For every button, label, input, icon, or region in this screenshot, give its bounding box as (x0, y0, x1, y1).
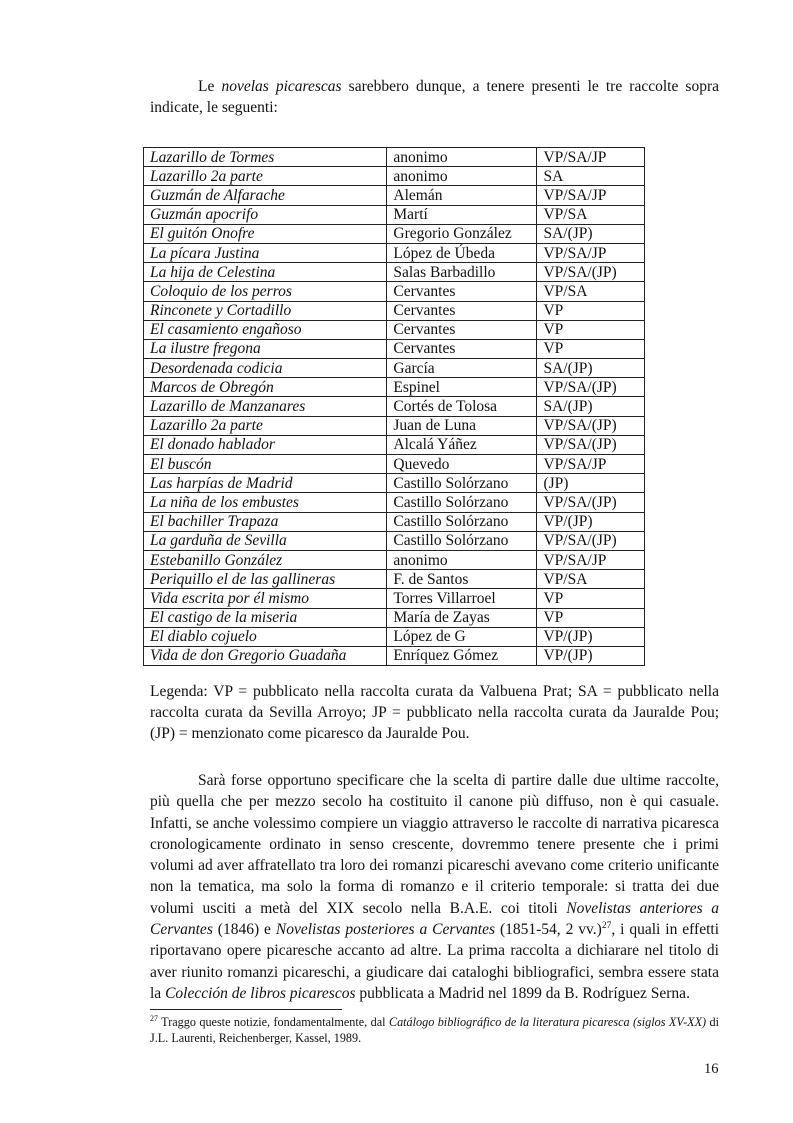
collections-cell: VP (537, 301, 645, 320)
novel-title-cell: El guitón Onofre (144, 224, 387, 243)
table-row (144, 320, 645, 339)
table-legend: Legenda: VP = pubblicato nella raccolta curata da Valbuena Prat; SA = pubblicato nella raccolta curata da Sevilla Arroyo; JP = pubblicato nella raccolta curata da Jauralde Pou; (JP) = menzionato come picaresco da Jauralde Pou. (150, 683, 719, 742)
author-cell: anonimo (387, 167, 537, 186)
novel-title-cell: Vida escrita por él mismo (144, 589, 387, 608)
novel-title-cell: Guzmán de Alfarache (144, 186, 387, 205)
table-row (144, 339, 645, 358)
collections-cell: SA (537, 167, 645, 186)
author-cell: López de G (387, 627, 537, 646)
table-row (144, 455, 645, 474)
collections-cell: VP/SA/(JP) (537, 531, 645, 550)
footnote-separator (150, 1009, 342, 1010)
novel-title-cell: Guzmán apocrifo (144, 205, 387, 224)
author-cell: María de Zayas (387, 608, 537, 627)
novel-title-cell: El buscón (144, 455, 387, 474)
author-cell: Juan de Luna (387, 416, 537, 435)
table-row (144, 378, 645, 397)
author-cell: Quevedo (387, 455, 537, 474)
table-row (144, 627, 645, 646)
table-row (144, 301, 645, 320)
novel-title-cell: El diablo cojuelo (144, 627, 387, 646)
collections-cell: VP/SA (537, 570, 645, 589)
footnote-number: 27 (150, 1013, 158, 1023)
table-row (144, 243, 645, 262)
author-cell: Cervantes (387, 320, 537, 339)
collections-cell: VP/SA (537, 282, 645, 301)
table-row (144, 282, 645, 301)
table-row (144, 589, 645, 608)
collections-cell: VP/SA/JP (537, 243, 645, 262)
table-row (144, 493, 645, 512)
author-cell: Castillo Solórzano (387, 474, 537, 493)
novel-title-cell: El castigo de la miseria (144, 608, 387, 627)
collections-cell: VP (537, 320, 645, 339)
novel-title-cell: El bachiller Trapaza (144, 512, 387, 531)
author-cell: Torres Villarroel (387, 589, 537, 608)
novel-title-cell: La hija de Celestina (144, 263, 387, 282)
author-cell: Cervantes (387, 301, 537, 320)
author-cell: Castillo Solórzano (387, 531, 537, 550)
intro-paragraph: Le novelas picarescas sarebbero dunque, a tenere presenti le tre raccolte sopra indicate, le seguenti: (150, 78, 719, 116)
body-paragraph: Sarà forse opportuno specificare che la scelta di partire dalle due ultime raccolte, più quella che per mezzo secolo ha costituito il canone più diffuso, non è qui casuale. Infatti, se anche volessimo compiere un viaggio attraverso le raccolte di narrativa picaresca cronologicamente ordinato in senso crescente, dovremmo tenere presente che i primi volumi ad aver affratellato tra loro dei romanzi picareschi avevano come criterio unificante non la tematica, ma solo la forma di romanzo e il criterio temporale: si tratta dei due volumi usciti a metà del XIX secolo nella B.A.E. coi titoli Novelistas anteriores a Cervantes (1846) e Novelistas posteriores a Cervantes (1851-54, 2 vv.)$^{27}$, i quali in effetti riportavano opere picaresche accanto ad altre. La prima raccolta a dichiarare nel titolo di aver riunito romanzi picareschi, a giudicare dai cataloghi bibliografici, sembra essere stata la Colección de libros picarescos pubblicata a Madrid nel 1899 da B. Rodríguez Serna. (150, 772, 720, 1002)
author-cell: Castillo Solórzano (387, 493, 537, 512)
collections-cell: (JP) (537, 474, 645, 493)
collections-cell: VP (537, 339, 645, 358)
table-row (144, 397, 645, 416)
table-row (144, 608, 645, 627)
author-cell: Cervantes (387, 339, 537, 358)
table-row (144, 512, 645, 531)
table-row (144, 148, 645, 167)
footnote-reference[interactable]: 27 (601, 920, 612, 931)
novel-title-cell: Lazarillo 2a parte (144, 416, 387, 435)
collections-cell: VP/SA (537, 205, 645, 224)
collections-cell: SA/(JP) (537, 359, 645, 378)
table-row (144, 646, 645, 665)
novel-title-cell: Periquillo el de las gallineras (144, 570, 387, 589)
table-row (144, 186, 645, 205)
novel-title-cell: Lazarillo 2a parte (144, 167, 387, 186)
collections-cell: VP/SA/JP (537, 455, 645, 474)
title-novelistas-posteriores: Novelistas posteriores a Cervantes (275, 921, 496, 939)
collections-cell: VP (537, 608, 645, 627)
author-cell: López de Úbeda (387, 243, 537, 262)
footnote-catalog-title: Catálogo bibliográfico de la literatura picaresca (siglos XV-XX) (388, 1015, 707, 1029)
table-row (144, 531, 645, 550)
author-cell: Martí (387, 205, 537, 224)
table-row (144, 416, 645, 435)
picaresque-novels-table (143, 147, 645, 666)
collections-cell: VP/SA/JP (537, 148, 645, 167)
table-row (144, 205, 645, 224)
novel-title-cell: El donado hablador (144, 435, 387, 454)
title-novelistas-anteriores: Novelistas anteriores a Cervantes (150, 899, 719, 939)
table-row (144, 570, 645, 589)
collections-cell: SA/(JP) (537, 224, 645, 243)
author-cell: Enríquez Gómez (387, 646, 537, 665)
novel-title-cell: Vida de don Gregorio Guadaña (144, 646, 387, 665)
collections-cell: VP/SA/(JP) (537, 263, 645, 282)
table-row (144, 550, 645, 569)
collections-cell: VP/SA/(JP) (537, 378, 645, 397)
novel-title-cell: Lazarillo de Manzanares (144, 397, 387, 416)
collections-cell: VP/SA/(JP) (537, 435, 645, 454)
footnote: $^{27}$ Traggo queste notizie, fondamentalmente, dal Catálogo bibliográfico de la literatura picaresca (siglos XV-XX) di J.L. Laurenti, Reichenberger, Kassel, 1989. (150, 1013, 720, 1045)
author-cell: F. de Santos (387, 570, 537, 589)
author-cell: Castillo Solórzano (387, 512, 537, 531)
author-cell: García (387, 359, 537, 378)
novel-title-cell: Coloquio de los perros (144, 282, 387, 301)
page-number: 16 (704, 1061, 719, 1077)
novel-title-cell: Rinconete y Cortadillo (144, 301, 387, 320)
novel-title-cell: Marcos de Obregón (144, 378, 387, 397)
table-row (144, 435, 645, 454)
novel-title-cell: El casamiento engañoso (144, 320, 387, 339)
author-cell: Alcalá Yáñez (387, 435, 537, 454)
collections-cell: VP (537, 589, 645, 608)
author-cell: anonimo (387, 148, 537, 167)
author-cell: Cortés de Tolosa (387, 397, 537, 416)
collections-cell: VP/(JP) (537, 646, 645, 665)
collections-cell: VP/SA/JP (537, 186, 645, 205)
collections-cell: VP/SA/(JP) (537, 416, 645, 435)
novel-title-cell: Desordenada codicia (144, 359, 387, 378)
novel-title-cell: Estebanillo González (144, 550, 387, 569)
novel-title-cell: La niña de los embustes (144, 493, 387, 512)
table-row (144, 474, 645, 493)
table-row (144, 359, 645, 378)
collections-cell: SA/(JP) (537, 397, 645, 416)
title-coleccion-libros-picarescos: Colección de libros picarescos (165, 984, 356, 1002)
novel-title-cell: Las harpías de Madrid (144, 474, 387, 493)
table-row (144, 224, 645, 243)
author-cell: Cervantes (387, 282, 537, 301)
table-row (144, 167, 645, 186)
collections-cell: VP/(JP) (537, 512, 645, 531)
collections-cell: VP/(JP) (537, 627, 645, 646)
author-cell: anonimo (387, 550, 537, 569)
collections-cell: VP/SA/(JP) (537, 493, 645, 512)
novel-title-cell: La pícara Justina (144, 243, 387, 262)
novel-title-cell: La ilustre fregona (144, 339, 387, 358)
collections-cell: VP/SA/JP (537, 550, 645, 569)
author-cell: Alemán (387, 186, 537, 205)
novel-title-cell: La garduña de Sevilla (144, 531, 387, 550)
author-cell: Gregorio González (387, 224, 537, 243)
intro-emphasis: novelas picarescas (221, 78, 342, 95)
author-cell: Espinel (387, 378, 537, 397)
novel-title-cell: Lazarillo de Tormes (144, 148, 387, 167)
author-cell: Salas Barbadillo (387, 263, 537, 282)
table-row (144, 263, 645, 282)
